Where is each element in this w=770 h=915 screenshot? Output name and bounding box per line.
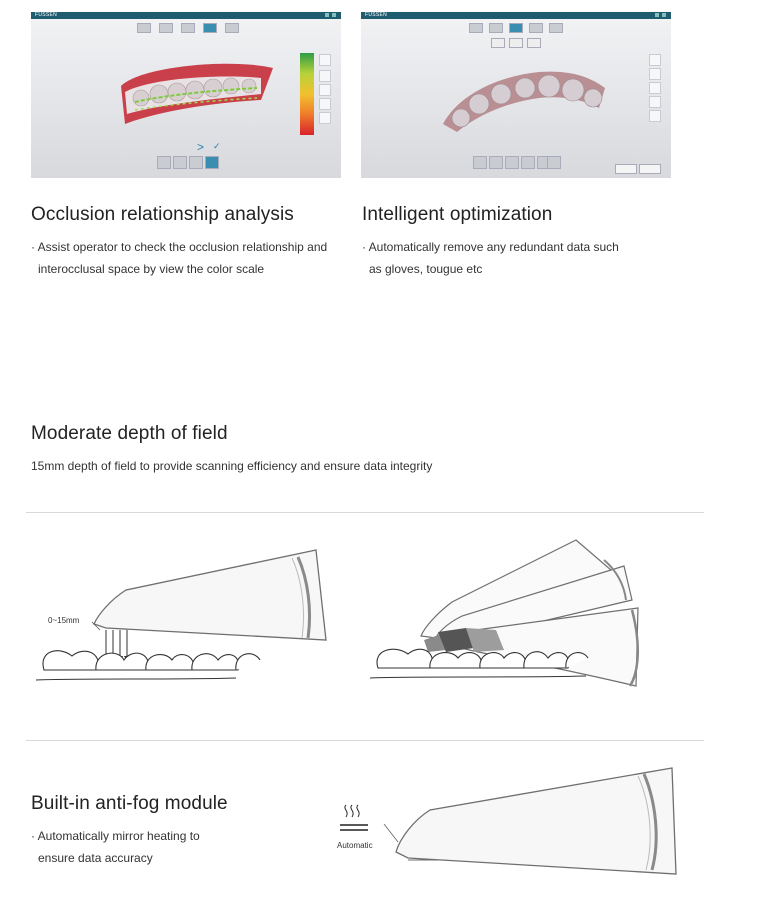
bullet-line-2: ensure data accuracy bbox=[38, 851, 153, 865]
toolbar-button-2[interactable] bbox=[489, 23, 503, 33]
side-tool-1[interactable] bbox=[649, 54, 661, 66]
next-button[interactable] bbox=[639, 164, 661, 174]
feature-title: Occlusion relationship analysis bbox=[31, 204, 294, 225]
app-titlebar bbox=[361, 12, 671, 19]
feature-title: Intelligent optimization bbox=[362, 204, 553, 225]
feature-occlusion bbox=[31, 204, 351, 280]
feature-bullet bbox=[362, 236, 682, 280]
automatic-label: Automatic bbox=[337, 841, 373, 850]
feature-bullet bbox=[31, 236, 351, 280]
toolbar-button-4[interactable] bbox=[529, 23, 543, 33]
depth-range-label: 0~15mm bbox=[48, 616, 80, 625]
antifog-scanner-illustration bbox=[380, 762, 690, 880]
cancel-button[interactable] bbox=[615, 164, 637, 174]
feature-optimization bbox=[362, 204, 682, 280]
side-tool-4[interactable] bbox=[319, 98, 331, 110]
antifog-bullets bbox=[31, 825, 331, 869]
toolbar-button-5[interactable] bbox=[549, 23, 563, 33]
bullet-line-2: interocclusal space by view the color scale bbox=[38, 262, 265, 276]
toolbar-button-1[interactable] bbox=[469, 23, 483, 33]
side-tool-1[interactable] bbox=[319, 54, 331, 66]
bottom-tool-1[interactable] bbox=[473, 156, 487, 169]
toolbar-button-3[interactable] bbox=[181, 23, 195, 33]
side-tool-5[interactable] bbox=[319, 112, 331, 124]
depth-description: 15mm depth of field to provide scanning efficiency and ensure data integrity bbox=[31, 459, 433, 473]
bottom-tool-2[interactable] bbox=[173, 156, 187, 169]
heat-waves-icon bbox=[338, 803, 368, 840]
toolbar-button-5[interactable] bbox=[225, 23, 239, 33]
side-tool-4[interactable] bbox=[649, 96, 661, 108]
bullet-line-1: · Automatically mirror heating to bbox=[31, 829, 200, 843]
app-title: FUSSEN bbox=[35, 12, 58, 18]
toolbar-button-3[interactable] bbox=[509, 23, 523, 33]
arch-scan-model bbox=[439, 64, 609, 134]
toolbar-button-4[interactable] bbox=[203, 23, 217, 33]
jaw-occlusion-model bbox=[111, 60, 281, 136]
side-tool-3[interactable] bbox=[649, 82, 661, 94]
bottom-tool-4[interactable] bbox=[205, 156, 219, 169]
scanner-head-left bbox=[94, 550, 326, 640]
depth-title: Moderate depth of field bbox=[31, 423, 228, 444]
teeth-left bbox=[43, 651, 260, 670]
bullet-line-1: · Automatically remove any redundant data such bbox=[362, 240, 619, 254]
subtool-3[interactable] bbox=[527, 38, 541, 48]
divider bbox=[26, 740, 704, 741]
toolbar-button-2[interactable] bbox=[159, 23, 173, 33]
depth-of-field-illustration bbox=[26, 520, 704, 735]
side-tool-2[interactable] bbox=[649, 68, 661, 80]
bottom-tool-4[interactable] bbox=[521, 156, 535, 169]
bottom-tool-6[interactable] bbox=[547, 156, 561, 169]
antifog-title: Built-in anti-fog module bbox=[31, 793, 228, 814]
subtool-2[interactable] bbox=[509, 38, 523, 48]
bottom-tool-2[interactable] bbox=[489, 156, 503, 169]
subtool-1[interactable] bbox=[491, 38, 505, 48]
side-tool-3[interactable] bbox=[319, 84, 331, 96]
occlusion-screenshot bbox=[31, 12, 341, 178]
next-arrow-icon[interactable]: > bbox=[197, 140, 205, 154]
antifog-section bbox=[31, 793, 331, 869]
divider bbox=[26, 512, 704, 513]
bottom-tool-3[interactable] bbox=[505, 156, 519, 169]
bottom-tool-3[interactable] bbox=[189, 156, 203, 169]
toolbar-button-1[interactable] bbox=[137, 23, 151, 33]
depth-section-header bbox=[31, 423, 731, 477]
side-tool-2[interactable] bbox=[319, 70, 331, 82]
side-tool-5[interactable] bbox=[649, 110, 661, 122]
optimization-screenshot bbox=[361, 12, 671, 178]
bullet-line-1: · Assist operator to check the occlusion relationship and bbox=[31, 240, 328, 254]
bullet-line-2: as gloves, tougue etc bbox=[369, 262, 483, 276]
app-title: FUSSEN bbox=[365, 12, 388, 18]
check-icon[interactable]: ✓ bbox=[213, 141, 221, 151]
app-titlebar bbox=[31, 12, 341, 19]
bottom-tool-1[interactable] bbox=[157, 156, 171, 169]
color-scale bbox=[300, 53, 314, 135]
